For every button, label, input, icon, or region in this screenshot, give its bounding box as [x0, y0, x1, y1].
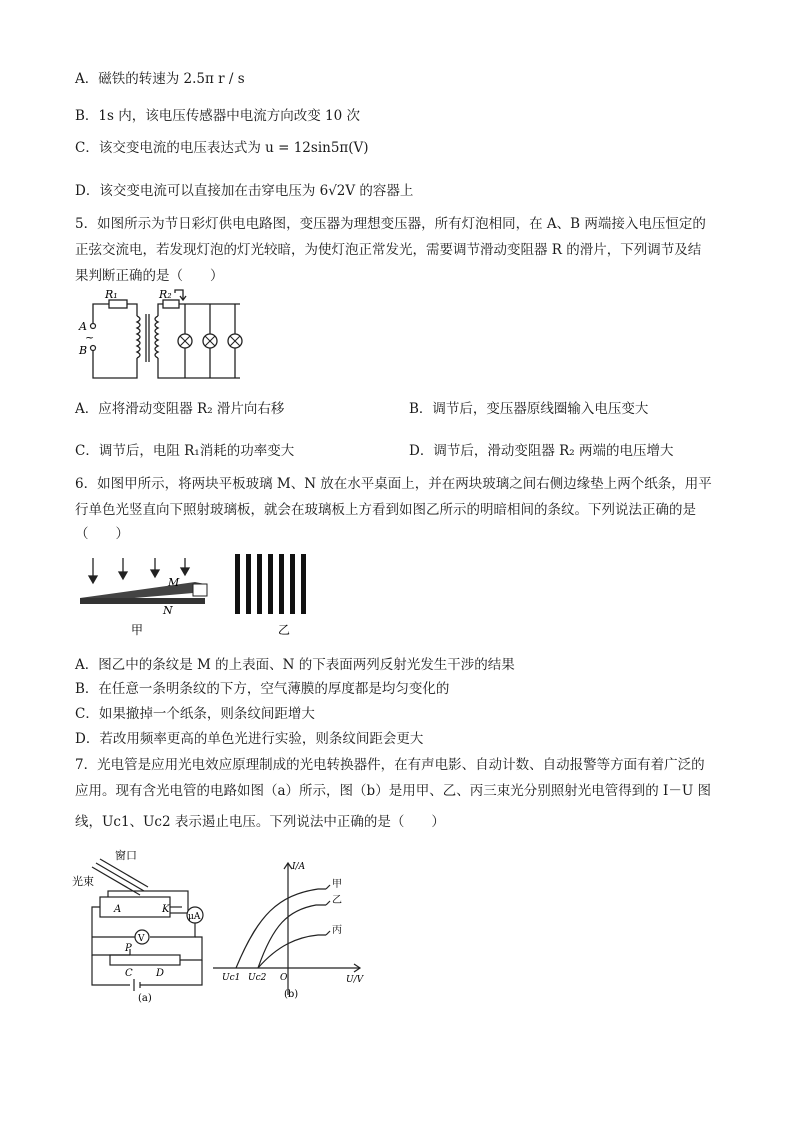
q6-figure-jia-yi [75, 546, 325, 640]
q4-option-a: A．磁铁的转速为 2.5π r / s [75, 71, 245, 87]
label-tilde: ~ [85, 331, 95, 344]
label-b: B [79, 344, 88, 357]
label-r1: R₁ [105, 288, 118, 301]
label-ua: μA [188, 912, 201, 922]
label-i-axis: I/A [292, 862, 306, 872]
q5-option-d: D．调节后，滑动变阻器 R₂ 两端的电压增大 [409, 443, 674, 459]
q6-option-a: A．图乙中的条纹是 M 的上表面、N 的下表面两列反射光发生干涉的结果 [75, 657, 515, 673]
label-a: A [79, 320, 87, 333]
q7-iu-graph-b [208, 855, 373, 1003]
label-bing: 丙 [332, 925, 342, 936]
label-beam: 光束 [72, 875, 94, 888]
label-yi: 乙 [332, 895, 342, 906]
q6-stem-line-2: 行单色光竖直向下照射玻璃板，就会在玻璃板上方看到如图乙所示的明暗相间的条纹。下列说法正确的是 [75, 502, 696, 518]
q6-option-c: C．如果撤掉一个纸条，则条纹间距增大 [75, 706, 315, 722]
label-uc1: Uc1 [222, 973, 241, 983]
label-n: N [163, 604, 173, 617]
label-p: P [125, 943, 132, 954]
label-window: 窗口 [115, 849, 137, 862]
q6-option-b: B．在任意一条明条纹的下方，空气薄膜的厚度都是均匀变化的 [75, 681, 450, 697]
label-r2: R₂ [159, 288, 172, 301]
q4-option-c: C．该交变电流的电压表达式为 u = 12sin5π(V) [75, 140, 369, 156]
label-jia: 甲 [332, 879, 342, 890]
q7-stem-line-1: 7．光电管是应用光电效应原理制成的光电转换器件，在有声电影、自动计数、自动报警等方面有着广泛的 [75, 757, 705, 773]
q7-stem-line-3: 线，Uc1、Uc2 表示遏止电压。下列说法中正确的是（ ） [75, 814, 445, 830]
q4-option-d: D．该交变电流可以直接加在击穿电压为 6√2V 的容器上 [75, 183, 414, 199]
q5-option-c: C．调节后，电阻 R₁消耗的功率变大 [75, 443, 295, 459]
label-k: K [162, 904, 170, 915]
q5-circuit-figure [75, 288, 250, 384]
q7-circuit-figure-a [70, 845, 220, 1003]
q6-stem-line-3: （ ） [75, 526, 129, 542]
caption-a: (a) [138, 993, 152, 1003]
label-d: D [156, 968, 165, 979]
label-m: M [168, 576, 180, 589]
q5-stem-line-3: 果判断正确的是（ ） [75, 268, 224, 284]
label-c: C [125, 968, 133, 979]
label-yi: 乙 [278, 623, 291, 637]
q6-stem-line-1: 6．如图甲所示，将两块平板玻璃 M、N 放在水平桌面上，并在两块玻璃之间右侧边缘垫上两个纸条，用平 [75, 476, 712, 492]
label-o: O [280, 973, 288, 983]
q5-stem-line-1: 5．如图所示为节日彩灯供电电路图，变压器为理想变压器，所有灯泡相同，在 A、B 两端接入电压恒定的 [75, 216, 706, 232]
label-jia: 甲 [131, 623, 144, 637]
q5-option-b: B．调节后，变压器原线圈输入电压变大 [409, 401, 649, 417]
label-uc2: Uc2 [248, 973, 267, 983]
label-u-axis: U/V [346, 975, 364, 985]
q6-option-d: D．若改用频率更高的单色光进行实验，则条纹间距会更大 [75, 731, 424, 747]
caption-b: (b) [284, 989, 299, 1000]
label-a: A [114, 904, 122, 915]
q7-stem-line-2: 应用。现有含光电管的电路如图（a）所示，图（b）是用甲、乙、丙三束光分别照射光电管得到的 I－U 图 [75, 783, 711, 799]
q5-stem-line-2: 正弦交流电，若发现灯泡的灯光较暗，为使灯泡正常发光，需要调节滑动变阻器 R 的滑片，下列调节及结 [75, 242, 702, 258]
q5-option-a: A．应将滑动变阻器 R₂ 滑片向右移 [75, 401, 285, 417]
label-v: V [138, 934, 145, 944]
q4-option-b: B．1s 内，该电压传感器中电流方向改变 10 次 [75, 108, 360, 124]
